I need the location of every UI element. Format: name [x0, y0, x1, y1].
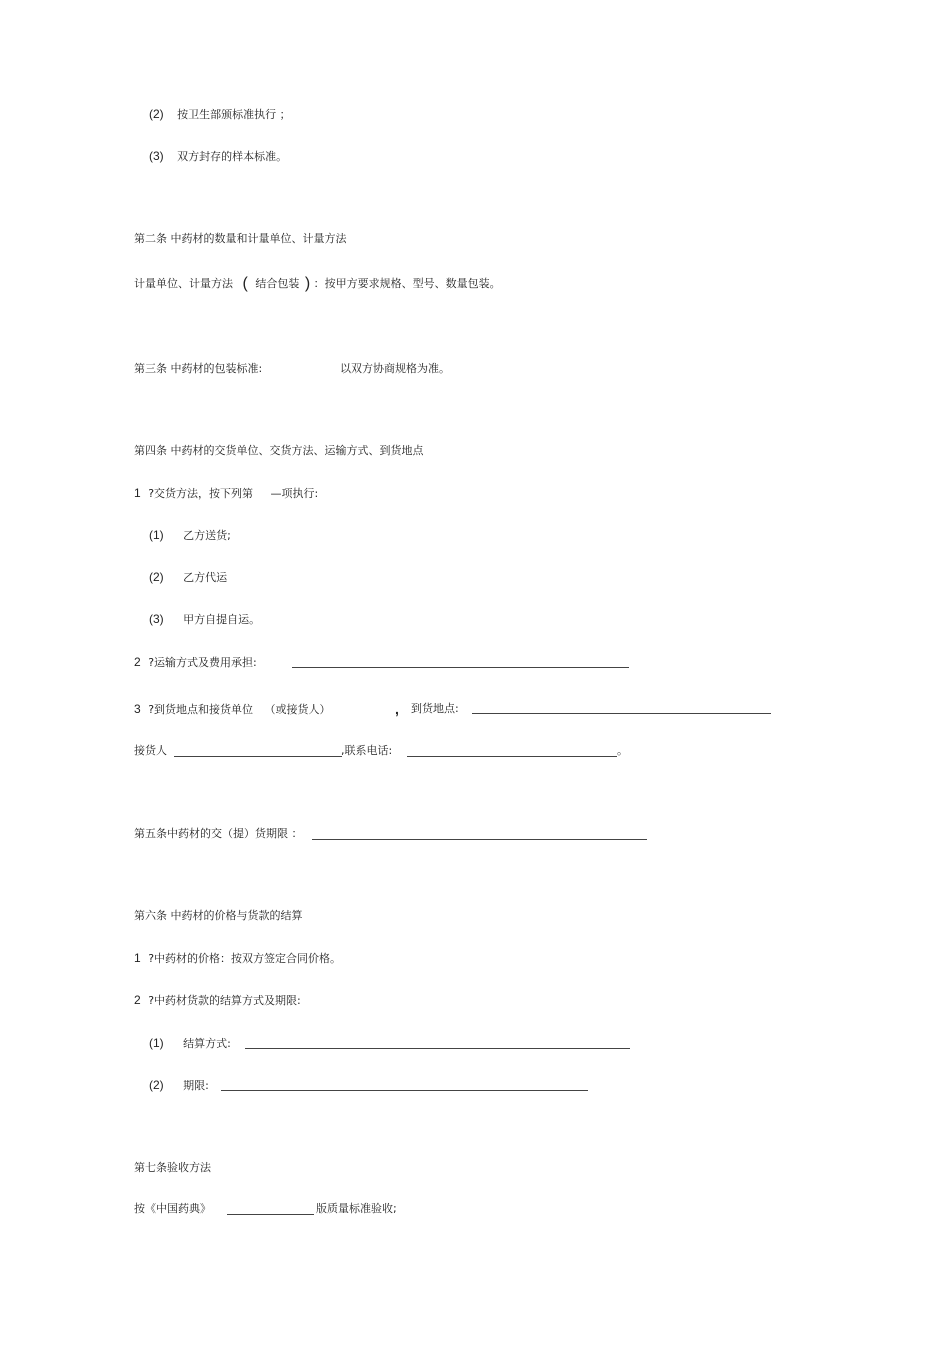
clause-6-2: [134, 993, 301, 1008]
clause-4-1: [134, 486, 318, 501]
article-7-title: 第七条验收方法: [134, 1161, 211, 1174]
article-3-value: 以双方协商规格为准。: [340, 362, 450, 375]
deadline-blank[interactable]: [312, 829, 647, 840]
item-text: 按卫生部颁标准执行 ；: [177, 108, 291, 121]
phone-label: ,联系电话:: [341, 744, 393, 757]
settlement-term-blank[interactable]: [221, 1080, 588, 1091]
settlement-option: [149, 1078, 209, 1093]
article-2-line: [134, 277, 501, 291]
destination-label: 到货地点:: [411, 702, 459, 715]
article-4-title: 第四条 中药材的交货单位、交货方法、运输方式、到货地点: [134, 444, 424, 457]
article-2-text-c: ：按甲方要求规格、型号、数量包装。: [313, 277, 501, 290]
item-number: (1): [149, 1036, 164, 1050]
receiver-label: 接货人: [134, 744, 167, 757]
item-text: ?交货方法，按下列第: [148, 487, 254, 500]
item-number: (2): [149, 107, 164, 121]
article-6-title: 第六条 中药材的价格与货款的结算: [134, 909, 303, 922]
item-tail: —项执行:: [270, 487, 319, 500]
delivery-option: [149, 570, 227, 585]
clause-item: [149, 149, 287, 164]
item-number: (2): [149, 570, 164, 584]
clause-4-2: [134, 655, 257, 670]
article-2-text-a: 计量单位、计量方法: [134, 277, 233, 290]
article-7-text-b: 版质量标准验收;: [316, 1202, 397, 1215]
article-5-title: 第五条中药材的交（提）货期限 ：: [134, 827, 303, 840]
item-text: 期限:: [183, 1079, 209, 1092]
item-text: ?中药材的价格：按双方签定合同价格。: [148, 952, 342, 965]
item-text: 双方封存的样本标准。: [177, 150, 288, 163]
article-2-text-b: 结合包装: [255, 277, 300, 290]
item-number: 1: [134, 486, 141, 500]
clause-6-1: [134, 951, 341, 966]
clause-item: [149, 107, 291, 122]
item-text: ?到货地点和接货单位: [148, 703, 254, 716]
phone-blank[interactable]: [407, 746, 617, 757]
separator-comma: ,: [395, 701, 399, 717]
item-text: 结算方式:: [183, 1037, 231, 1050]
phone-end: 。: [617, 744, 628, 757]
item-number: (3): [149, 612, 164, 626]
item-text: 乙方代运: [183, 571, 228, 584]
item-number: 1: [134, 951, 141, 965]
settlement-method-blank[interactable]: [245, 1038, 630, 1049]
paren-close: ): [304, 275, 311, 292]
delivery-option: [149, 528, 231, 543]
article-2-title: 第二条 中药材的数量和计量单位、计量方法: [134, 232, 347, 245]
transport-blank[interactable]: [292, 657, 629, 668]
item-number: 3: [134, 702, 141, 716]
destination-blank[interactable]: [472, 703, 771, 714]
item-text: ?运输方式及费用承担:: [148, 656, 257, 669]
item-paren: （或接货人）: [264, 703, 331, 716]
pharmacopoeia-edition-blank[interactable]: [227, 1204, 314, 1215]
item-number: (2): [149, 1078, 164, 1092]
article-3-title: 第三条 中药材的包装标准:: [134, 362, 263, 375]
item-number: (3): [149, 149, 164, 163]
item-number: 2: [134, 993, 141, 1007]
paren-open: (: [242, 275, 248, 292]
delivery-option: [149, 612, 260, 627]
item-text: 乙方送货;: [183, 529, 231, 542]
settlement-option: [149, 1036, 231, 1051]
receiver-blank[interactable]: [174, 746, 342, 757]
item-text: ?中药材货款的结算方式及期限:: [148, 994, 301, 1007]
item-number: (1): [149, 528, 164, 542]
item-text: 甲方自提自运。: [183, 613, 261, 626]
item-number: 2: [134, 655, 141, 669]
clause-4-3: [134, 702, 331, 717]
article-7-text-a: 按《中国药典》: [134, 1202, 211, 1215]
